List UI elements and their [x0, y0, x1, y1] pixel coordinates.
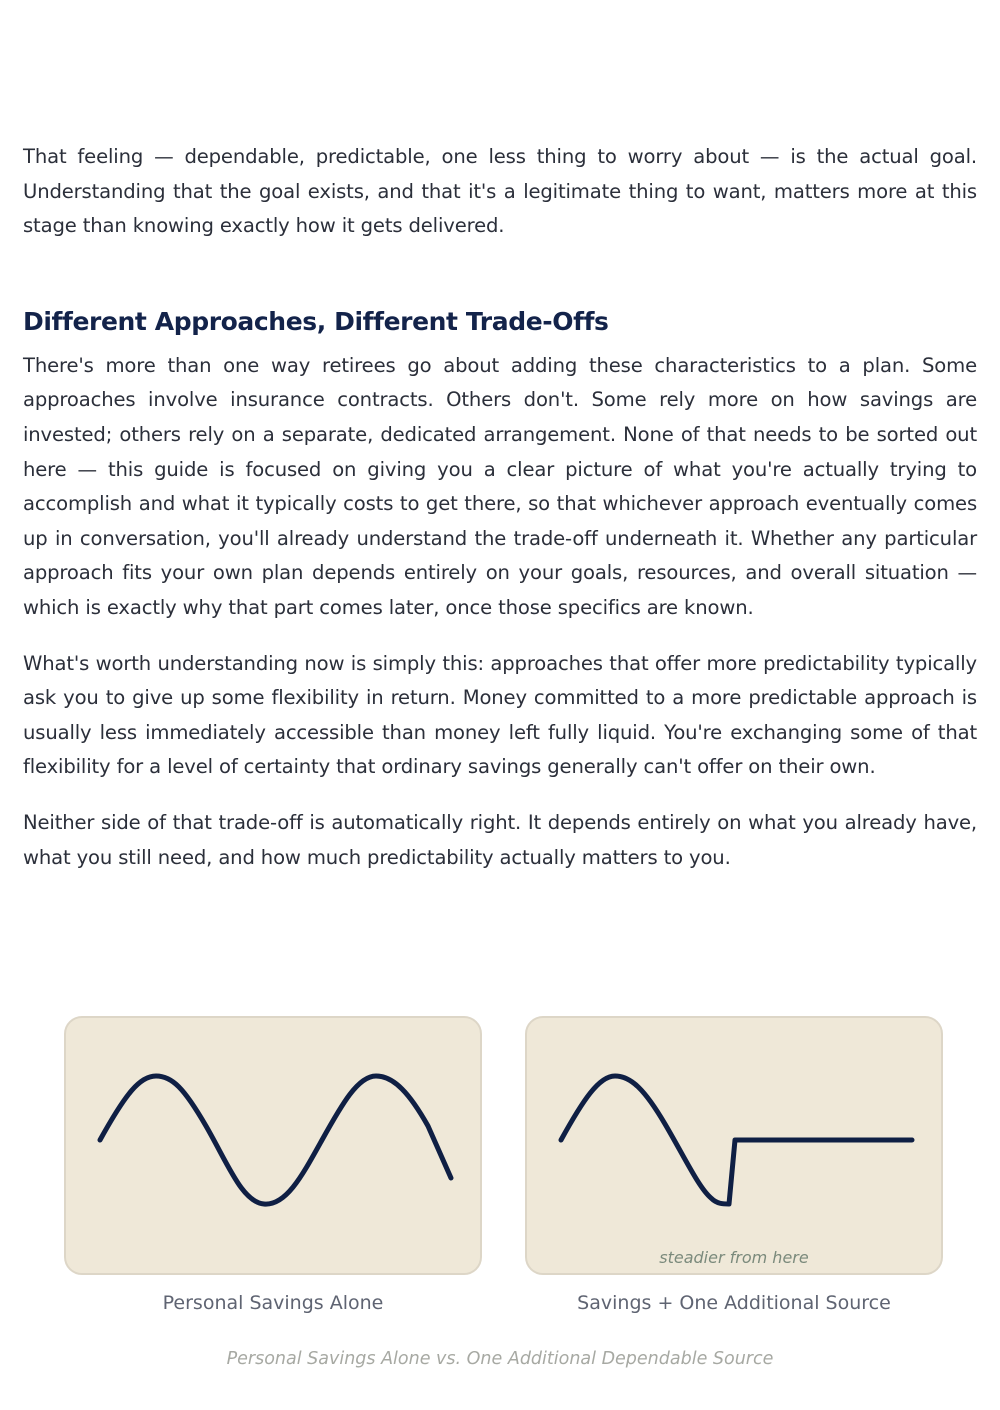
- savings-plus-source-panel: [525, 1016, 943, 1275]
- wave-line-illustration: [66, 1018, 484, 1277]
- body-paragraph: There's more than one way retirees go about adding these characteristics to a plan. Some approaches involve insurance contracts. Others don't. Some rely more on how savings are invested; others rely on a separate, dedicated arrangement. None of that needs to be sorted out here — this guide is focused on giving you a clear picture of what you're actually trying to accomplish and what it typically costs to get there, so that whichever approach eventually comes up in conversation, you'll already understand the trade-off underneath it. Whether any particular approach fits your own plan depends entirely on your goals, resources, and overall situation — which is exactly why that part comes later, once those specifics are known.: [23, 353, 977, 619]
- savings-alone-panel: [64, 1016, 482, 1275]
- volatile-income-line: [100, 1076, 451, 1204]
- article-body: [23, 140, 977, 875]
- wave-then-flat-line-illustration: [527, 1018, 945, 1277]
- section-heading: Different Approaches, Different Trade-Offs: [23, 306, 609, 336]
- body-paragraph: What's worth understanding now is simply this: approaches that offer more predictability typically ask you to give up some flexibility in return. Money committed to a more predictable approach is usually less immediately accessible than money left fully liquid. You're exchanging some of that flexibility for a level of certainty that ordinary savings generally can't offer on their own.: [23, 651, 977, 779]
- body-paragraph: Neither side of that trade-off is automatically right. It depends entirely on what you already have, what you still need, and how much predictability actually matters to you.: [23, 810, 977, 869]
- stabilized-income-line: [561, 1076, 912, 1204]
- left-panel-label: Personal Savings Alone: [162, 1292, 384, 1314]
- intro-paragraph: That feeling — dependable, predictable, one less thing to worry about — is the actual goal. Understanding that the goal exists, and that it's a legitimate thing to want, matters more at this stage than knowing exactly how it gets delivered.: [23, 145, 977, 238]
- right-panel-label: Savings + One Additional Source: [577, 1292, 891, 1314]
- steadier-note: steadier from here: [659, 1248, 809, 1267]
- figure-caption: Personal Savings Alone vs. One Additional Dependable Source: [226, 1349, 774, 1369]
